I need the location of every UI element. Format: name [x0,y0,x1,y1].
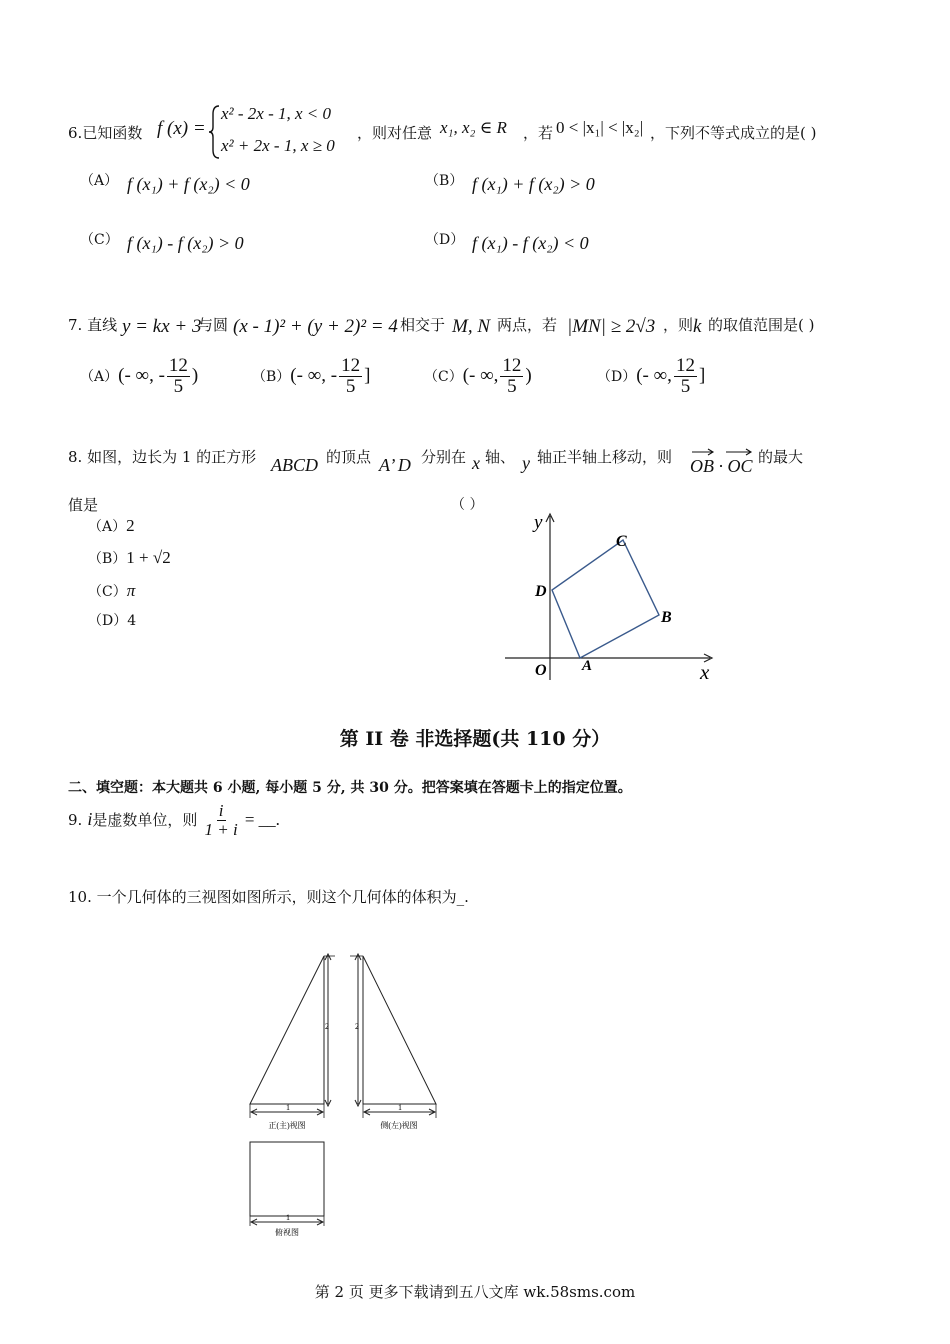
q8-option-a: （A）2 [88,516,135,535]
x-axis-label: x [700,660,710,684]
q6-number: 6.已知函数 [68,124,143,142]
q6-option-d: f (x₁) - f (x₂) < 0 [472,233,589,253]
front-width-dim: 1 [286,1103,290,1112]
q6-vars: x₁, x₂ ∈ R [440,118,507,137]
q8-number: 8. 如图，边长为 1 的正方形 [68,448,257,466]
q8-paren: （ ） [451,497,484,513]
front-view [250,954,335,1130]
section-part2-heading: 二、填空题：本大题共 6 小题, 每小题 5 分, 共 30 分。把答案填在答题卡上的指定位置。 [68,780,632,796]
page-footer: 第 2 页 更多下载请到五八文库 wk.58sms.com [314,1283,636,1301]
q8-option-d: （D）4 [88,613,137,629]
q8-vectors: OB · OC [690,456,753,476]
q8-y: y [522,453,530,473]
origin-label: O [535,662,547,679]
q6-function: f (x) = [157,118,206,139]
q7-option-a: （A）(- ∞, - $\frac{12}{5}$ ) [80,355,199,397]
vertex-d-label: D [535,583,547,600]
q8-mid2: 分别在 [421,448,467,466]
q6-brace [208,104,222,160]
q7-mid1: 与圆 [198,316,229,334]
q8-line2: 值是 [68,496,99,514]
q6-case2: x² + 2x - 1, x ≥ 0 [221,136,335,155]
q8-mid4: 轴正半轴上移动，则 [537,448,673,466]
q9: 9. i是虚数单位，则 $\frac{i}{1 + i}$ = __. [68,801,280,839]
q7-tail: 的取值范围是( ) [708,316,815,334]
vertex-c-label: C [616,533,627,550]
q8-option-b: （B）1 + √2 [88,548,171,567]
q8-mid3: 轴、 [485,448,516,466]
q6-option-a-label: （A） [80,173,119,189]
q7-mid3: 两点，若 [497,316,558,334]
side-caption: 侧(左)视图 [380,1121,418,1130]
q6-case1: x² - 2x - 1, x < 0 [221,104,332,123]
q7-option-b: （B）(- ∞, - $\frac{12}{5}$ ] [252,355,371,397]
q8-x: x [472,453,480,473]
three-view-figure [240,950,450,1240]
vertex-a-label: A [582,658,593,674]
q8-figure [500,508,730,688]
q6-option-c-label: （C） [80,232,119,248]
q7-points: M, N [452,316,490,337]
top-view [250,1142,324,1237]
q7-k: k [693,316,702,337]
q8-tail: 的最大 [758,448,804,466]
q6-option-c: f (x₁) - f (x₂) > 0 [127,233,244,253]
vertex-b-label: B [661,609,672,626]
q8-square: ABCD [271,455,318,475]
q6-tail: ，下列不等式成立的是( ) [650,124,817,142]
q7-mid4: ，则 [663,316,694,334]
q7-option-c: （C）(- ∞, $\frac{12}{5}$ ) [424,355,532,397]
q7-condition: |MN| ≥ 2√3 [567,316,656,337]
side-view [350,954,436,1130]
front-caption: 正(主)视图 [268,1121,306,1130]
side-height-dim: 2 [355,1022,359,1031]
q8-vertices: A’ D [379,455,411,475]
q8-option-c: （C）π [88,581,136,600]
front-height-dim: 2 [325,1022,329,1031]
q6-option-a: f (x₁) + f (x₂) < 0 [127,174,250,194]
q7-number: 7. 直线 [68,316,118,334]
q6-option-b: f (x₁) + f (x₂) > 0 [472,174,595,194]
q6-option-d-label: （D） [425,232,465,248]
q7-mid2: 相交于 [400,316,446,334]
q6-option-b-label: （B） [425,173,464,189]
q6-condition: 0 < |x₁| < |x₂| [556,118,644,137]
q7-option-d: （D）(- ∞, $\frac{12}{5}$ ] [597,355,706,397]
q6-mid: ，则对任意 [357,124,433,142]
top-caption: 俯视图 [275,1228,299,1237]
q6-cond-lead: ，若 [523,124,554,142]
q8-mid1: 的顶点 [326,448,372,466]
y-axis-label: y [534,512,543,533]
square-abcd [552,540,659,658]
q7-circle: (x - 1)² + (y + 2)² = 4 [233,316,398,337]
section-title: 第 II 卷 非选择题(共 110 分） [339,728,611,750]
top-width-dim: 1 [286,1213,290,1222]
side-width-dim: 1 [398,1103,402,1112]
q10-text: 10. 一个几何体的三视图如图所示，则这个几何体的体积为_. [68,888,469,906]
q7-line: y = kx + 3 [122,316,202,337]
